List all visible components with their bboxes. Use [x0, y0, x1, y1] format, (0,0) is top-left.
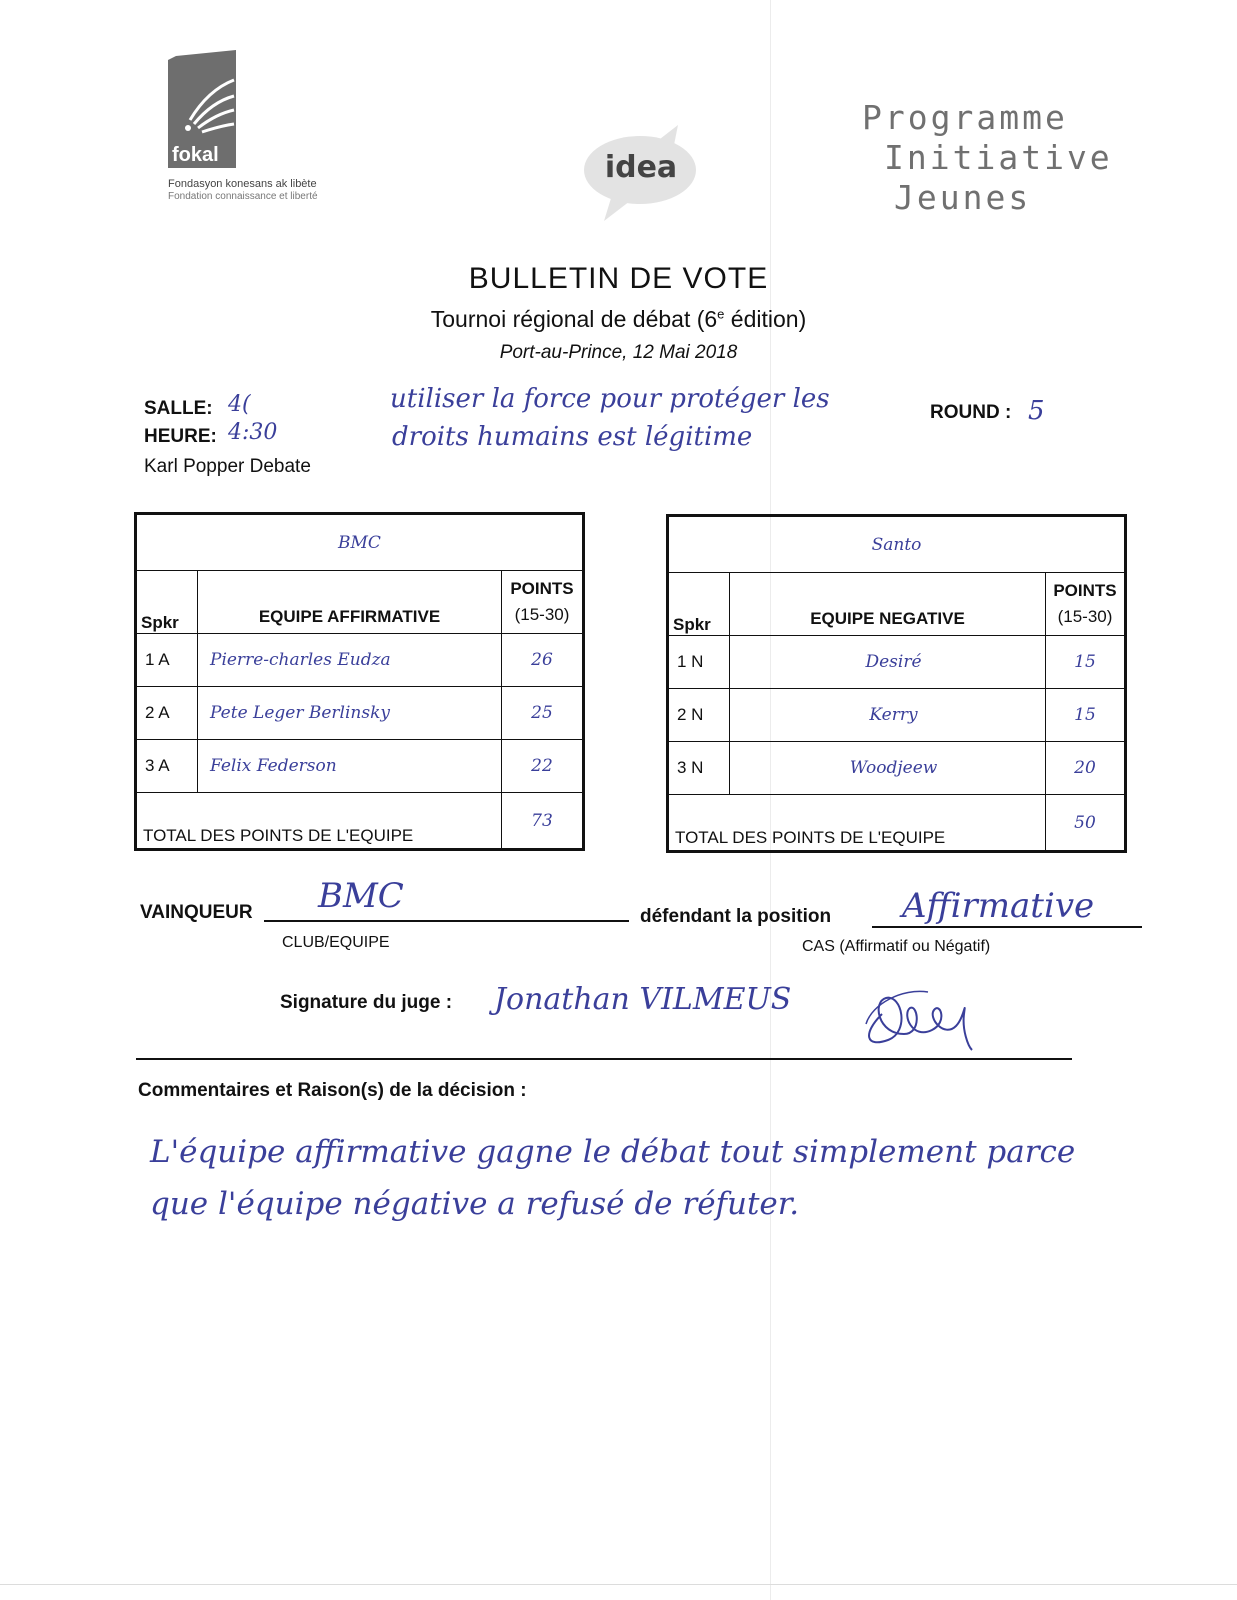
affirmative-speaker-id: 3 A — [136, 740, 198, 793]
winner-value: BMC — [318, 876, 404, 916]
idea-logo-text: idea — [604, 150, 678, 185]
judge-name: Jonathan VILMEUS — [494, 982, 792, 1017]
affirmative-col-spkr: Spkr — [136, 571, 198, 634]
fokal-logo — [168, 50, 243, 168]
negative-speaker-id: 1 N — [668, 636, 730, 689]
position-line — [872, 926, 1142, 928]
position-label: défendant la position — [640, 906, 832, 927]
affirmative-total-label: TOTAL DES POINTS DE L'EQUIPE — [136, 793, 502, 850]
negative-col-spkr: Spkr — [668, 573, 730, 636]
negative-speaker-id: 2 N — [668, 689, 730, 742]
page-subtitle: Tournoi régional de débat (6e édition) — [430, 306, 807, 332]
affirmative-col-points: POINTS (15-30) — [502, 571, 584, 634]
heure-label: HEURE: — [144, 426, 217, 447]
salle-label: SALLE: — [144, 398, 213, 419]
negative-speaker-id: 3 N — [668, 742, 730, 795]
comment-line-2: que l'équipe négative a refusé de réfuter. — [150, 1186, 800, 1222]
affirmative-team-name: BMC — [136, 514, 584, 571]
negative-speaker-name: Woodjeew — [730, 742, 1046, 795]
place-date: Port-au-Prince, 12 Mai 2018 — [499, 342, 738, 363]
comment-line-1: L'équipe affirmative gagne le débat tout simplement parce — [150, 1134, 1076, 1170]
judge-signature-scribble — [852, 974, 982, 1054]
programme-logo-line2: Initiative — [884, 138, 1113, 177]
club-label: CLUB/EQUIPE — [282, 934, 390, 951]
signature-label: Signature du juge : — [280, 992, 453, 1013]
salle-value: 4( — [228, 392, 251, 417]
winner-label: VAINQUEUR — [140, 902, 253, 923]
round-value: 5 — [1028, 396, 1045, 426]
affirmative-speaker-points: 26 — [502, 634, 584, 687]
affirmative-speaker-id: 2 A — [136, 687, 198, 740]
affirmative-speaker-name: Pierre-charles Eudza — [198, 634, 502, 687]
affirmative-total-value: 73 — [502, 793, 584, 850]
affirmative-speaker-points: 22 — [502, 740, 584, 793]
negative-score-table — [666, 514, 1127, 853]
programme-logo-line3: Jeunes — [894, 178, 1032, 217]
comments-label: Commentaires et Raison(s) de la décision : — [138, 1080, 527, 1101]
debate-format: Karl Popper Debate — [144, 456, 311, 477]
negative-col-team: EQUIPE NEGATIVE — [730, 573, 1046, 636]
affirmative-speaker-id: 1 A — [136, 634, 198, 687]
negative-speaker-name: Desiré — [730, 636, 1046, 689]
motion-line-2: droits humains est légitime — [392, 422, 753, 452]
winner-line — [264, 920, 629, 922]
signature-divider — [136, 1058, 1072, 1060]
fokal-tagline-creole: Fondasyon konesans ak libète — [168, 178, 317, 190]
affirmative-speaker-points: 25 — [502, 687, 584, 740]
affirmative-col-team: EQUIPE AFFIRMATIVE — [198, 571, 502, 634]
negative-speaker-points: 15 — [1046, 689, 1126, 742]
fokal-tagline-french: Fondation connaissance et liberté — [168, 191, 318, 202]
cas-label: CAS (Affirmatif ou Négatif) — [802, 938, 991, 955]
negative-speaker-name: Kerry — [730, 689, 1046, 742]
affirmative-score-table — [134, 512, 585, 851]
negative-team-name: Santo — [668, 516, 1126, 573]
scan-edge-line — [0, 1584, 1237, 1585]
round-label: ROUND : — [930, 402, 1012, 423]
negative-total-label: TOTAL DES POINTS DE L'EQUIPE — [668, 795, 1046, 852]
page-title: BULLETIN DE VOTE — [468, 262, 769, 295]
negative-total-value: 50 — [1046, 795, 1126, 852]
fokal-wordmark: fokal — [172, 144, 219, 166]
motion-line-1: utiliser la force pour protéger les — [390, 384, 830, 414]
negative-speaker-points: 15 — [1046, 636, 1126, 689]
position-value: Affirmative — [902, 886, 1095, 926]
negative-col-points: POINTS (15-30) — [1046, 573, 1126, 636]
negative-speaker-points: 20 — [1046, 742, 1126, 795]
affirmative-speaker-name: Felix Federson — [198, 740, 502, 793]
heure-value: 4:30 — [228, 420, 278, 445]
programme-logo-line1: Programme — [862, 98, 1068, 137]
affirmative-speaker-name: Pete Leger Berlinsky — [198, 687, 502, 740]
